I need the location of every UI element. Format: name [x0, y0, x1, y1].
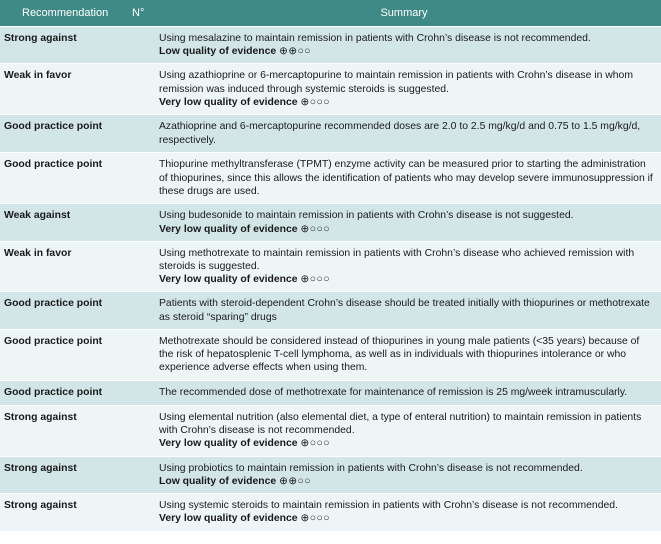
- table-row: [0, 329, 661, 380]
- evidence-quality: [159, 45, 655, 58]
- summary-cell: [147, 27, 661, 64]
- recommendation-cell: Weak against: [0, 204, 141, 241]
- summary-text: Azathioprine and 6-mercaptopurine recommended doses are 2.0 to 2.5 mg/kg/d and 0.75 to 1.5 mg/kg/d, respectively.: [159, 121, 641, 146]
- summary-cell: [147, 204, 661, 241]
- evidence-symbols: ⊕⊕○○: [279, 46, 312, 58]
- table-row: [0, 456, 661, 493]
- summary-cell: [147, 405, 661, 456]
- recommendation-cell: Strong against: [0, 494, 141, 531]
- summary-text: The recommended dose of methotrexate for maintenance of remission is 25 mg/week intramuscularly.: [159, 386, 628, 398]
- summary-cell: [147, 115, 661, 153]
- summary-text: Methotrexate should be considered instead of thiopurines in young male patients (<35 years) because of the risk of hepatosplenic T-cell lymphoma, as well as in individuals with thiopurines intolerance or who experience adverse effects when using them.: [159, 335, 640, 374]
- recommendation-cell: Good practice point: [0, 115, 141, 153]
- table-row: [0, 153, 661, 204]
- evidence-label: Very low quality of evidence: [159, 96, 298, 108]
- table-row: [0, 204, 661, 241]
- recommendation-cell: Good practice point: [0, 153, 141, 204]
- summary-cell: [147, 329, 661, 380]
- evidence-quality: [159, 273, 655, 286]
- summary-text: Using probiotics to maintain remission in patients with Crohn’s disease is not recommended.: [159, 462, 583, 474]
- evidence-quality: [159, 512, 655, 525]
- recommendation-cell: Strong against: [0, 456, 141, 493]
- evidence-quality: [159, 96, 655, 109]
- table-row: [0, 241, 661, 292]
- summary-text: Using methotrexate to maintain remission in patients with Crohn’s disease who achieved remission with steroids is suggested.: [159, 247, 635, 273]
- summary-text: Using elemental nutrition (also elemental diet, a type of enteral nutrition) to maintain remission in patients with Crohn’s disease is not recommended.: [159, 411, 642, 437]
- evidence-symbols: ⊕○○○: [300, 96, 331, 108]
- summary-cell: [147, 292, 661, 329]
- evidence-label: Very low quality of evidence: [159, 438, 298, 450]
- summary-cell: [147, 380, 661, 405]
- evidence-symbols: ⊕○○○: [300, 274, 331, 286]
- evidence-symbols: ⊕○○○: [300, 513, 331, 525]
- summary-cell: [147, 494, 661, 531]
- summary-text: Using budesonide to maintain remission in patients with Crohn’s disease is not suggested.: [159, 210, 574, 222]
- evidence-label: Low quality of evidence: [159, 46, 277, 58]
- evidence-symbols: ⊕○○○: [300, 223, 331, 235]
- summary-text: Patients with steroid-dependent Crohn’s disease should be treated initially with thiopurines or methotrexate as steroid “sparing” drugs: [159, 298, 650, 323]
- recommendation-cell: Good practice point: [0, 329, 141, 380]
- recommendation-cell: Weak in favor: [0, 241, 141, 292]
- header-recommendation: Recommendation: [0, 0, 141, 27]
- summary-cell: [147, 456, 661, 493]
- evidence-label: Very low quality of evidence: [159, 513, 298, 525]
- summary-text: Using systemic steroids to maintain remission in patients with Crohn’s disease is not recommended.: [159, 500, 618, 512]
- header-row: [0, 0, 661, 27]
- recommendation-cell: Strong against: [0, 405, 141, 456]
- table-row: [0, 115, 661, 153]
- summary-cell: [147, 241, 661, 292]
- recommendation-cell: Strong against: [0, 27, 141, 64]
- header-number: N°: [141, 0, 147, 27]
- table-row: [0, 494, 661, 531]
- evidence-label: Very low quality of evidence: [159, 223, 298, 235]
- recommendation-cell: Good practice point: [0, 380, 141, 405]
- evidence-symbols: ⊕○○○: [300, 438, 331, 450]
- header-summary: Summary: [147, 0, 661, 27]
- evidence-quality: [159, 437, 655, 450]
- summary-text: Using mesalazine to maintain remission in patients with Crohn’s disease is not recommended.: [159, 33, 591, 44]
- table-row: [0, 380, 661, 405]
- table-row: [0, 292, 661, 329]
- evidence-quality: [159, 223, 655, 236]
- evidence-label: Very low quality of evidence: [159, 274, 298, 286]
- table-row: [0, 27, 661, 64]
- table-row: [0, 64, 661, 115]
- evidence-quality: [159, 475, 655, 488]
- summary-cell: [147, 64, 661, 115]
- recommendation-cell: Good practice point: [0, 292, 141, 329]
- evidence-label: Low quality of evidence: [159, 476, 277, 488]
- summary-text: Thiopurine methyltransferase (TPMT) enzyme activity can be measured prior to starting the administration of thiopurines, since this allows the identification of patients who may develop severe immunosuppression if these drugs are used.: [159, 159, 653, 197]
- recommendation-cell: Weak in favor: [0, 64, 141, 115]
- summary-text: Using azathioprine or 6-mercaptopurine to maintain remission in patients with Crohn’s disease in whom remission was induced through systemic steroids is suggested.: [159, 70, 633, 95]
- evidence-symbols: ⊕⊕○○: [279, 476, 312, 488]
- summary-cell: [147, 153, 661, 204]
- table-body: [0, 27, 661, 532]
- table-row: [0, 405, 661, 456]
